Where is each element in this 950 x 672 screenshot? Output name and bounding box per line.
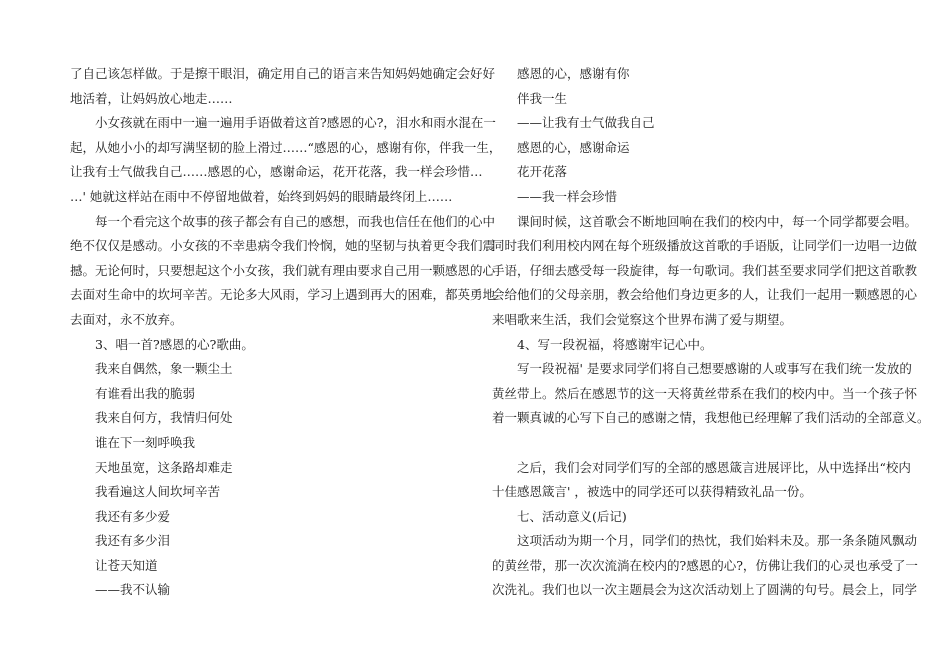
blank-line [492, 431, 878, 456]
left-column [70, 62, 502, 603]
right-column [492, 62, 930, 603]
text-line: 着一颗真诚的心写下自己的感谢之情，我想他已经理解了我们活动的全部意义。 [492, 410, 930, 426]
lyric-line: 有谁看出我的脆弱 [95, 385, 196, 401]
lyric-line: 我来自何方，我情归何处 [95, 410, 233, 426]
text-line: 地活着，让妈妈放心地走…… [70, 90, 233, 106]
paragraph-start-line: 小女孩就在雨中一遍一遍用手语做着这首?感恩的心?，泪水和雨水混在一 [95, 115, 496, 131]
text-line: 黄丝带上。然后在感恩节的这一天将黄丝带系在我们的校内中。当一个孩子怀 [492, 385, 918, 401]
lyric-line: 感恩的心，感谢命运 [517, 139, 630, 155]
paragraph-start-line: 每一个看完这个故事的孩子都会有自己的感想，而我也信任在他们的心中 [95, 213, 496, 229]
paragraph-start-line: 之后，我们会对同学们写的全部的感恩箴言进展评比，从中选择出“校内 [517, 459, 911, 475]
lyric-line: 花开花落 [517, 164, 568, 180]
paragraph-start-line: 课间时候，这首歌会不断地回响在我们的校内中，每一个同学都要会唱。 [517, 213, 918, 229]
text-line: 绝不仅仅是感动。小女孩的不幸患病令我们怜悯，她的坚韧与执着更令我们震 [70, 238, 496, 254]
text-line: 让我有士气做我自己……感恩的心，感谢命运，花开花落，我一样会珍惜… [70, 164, 483, 180]
text-line: …' 她就这样站在雨中不停留地做着，始终到妈妈的眼睛最终闭上…… [70, 188, 453, 204]
text-line: 次洗礼。我们也以一次主题晨会为这次活动划上了圆满的句号。晨会上，同学 [492, 582, 918, 598]
text-line: 去面对，永不放弃。 [70, 311, 183, 327]
section-heading: 七、活动意义(后记) [517, 508, 627, 524]
section-heading: 4、写一段祝福，将感谢牢记心中。 [517, 336, 713, 352]
text-line: 撼。无论何时，只要想起这个小女孩，我们就有理由要求自己用一颗感恩的心 [70, 262, 496, 278]
section-heading: 3、唱一首?感恩的心?歌曲。 [95, 336, 254, 352]
text-line: 起，从她小小的却写满坚韧的脸上滑过……“感恩的心，感谢有你，伴我一生， [70, 139, 502, 155]
text-line: 会给他们的父母亲朋，教会给他们身边更多的人，让我们一起用一颗感恩的心 [492, 287, 918, 303]
paragraph-start-line: 这项活动为期一个月，同学们的热忱，我们始料未及。那一条条随风飘动 [517, 533, 918, 549]
lyric-line: 我还有多少爱 [95, 508, 171, 524]
lyric-line: 我还有多少泪 [95, 533, 171, 549]
lyric-line: 我来自偶然，象一颗尘土 [95, 361, 233, 377]
lyric-line: 感恩的心，感谢有你 [517, 66, 630, 81]
lyric-line: 让苍天知道 [95, 557, 158, 573]
text-line: 十佳感恩箴言' ，被选中的同学还可以获得精致礼品一份。 [492, 484, 812, 500]
text-line: 的黄丝带，那一次次流淌在校内的?感恩的心?，仿佛让我们的心灵也承受了一 [492, 557, 918, 573]
paragraph-start-line: 写一段祝福' 是要求同学们将自己想要感谢的人或事写在我们统一发放的 [517, 361, 912, 377]
text-line: 了自己该怎样做。于是擦干眼泪，确定用自己的语言来告知妈妈她确定会好好 [70, 66, 496, 81]
text-line: 手语，仔细去感受每一段旋律，每一句歌词。我们甚至要求同学们把这首歌教 [492, 262, 918, 278]
lyric-line: 谁在下一刻呼唤我 [95, 434, 196, 450]
text-line: 同时我们利用校内网在每个班级播放这首歌的手语版，让同学们一边唱一边做 [492, 238, 918, 254]
lyric-line: ——我一样会珍惜 [517, 188, 618, 204]
lyric-line: ——让我有士气做我自己 [517, 115, 655, 131]
text-line: 来唱歌来生活，我们会觉察这个世界布满了爱与期望。 [492, 311, 793, 327]
lyric-line: 我看遍这人间坎坷辛苦 [95, 484, 221, 500]
lyric-line: ——我不认输 [95, 582, 171, 598]
lyric-line: 天地虽宽，这条路却难走 [95, 459, 233, 475]
lyric-line: 伴我一生 [517, 90, 568, 106]
text-line: 去面对生命中的坎坷辛苦。无论多大风雨，学习上遇到再大的困难，都英勇地 [70, 287, 496, 303]
